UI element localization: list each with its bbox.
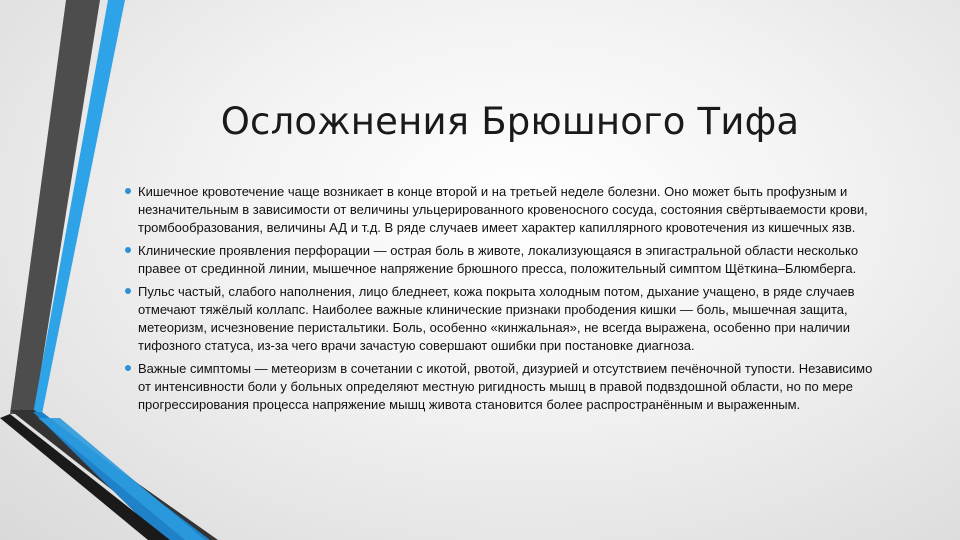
black-diagonal-edge xyxy=(0,414,170,540)
bullet-dot-icon xyxy=(125,365,131,371)
bullet-dot-icon xyxy=(125,188,131,194)
list-item xyxy=(124,183,884,237)
bullet-dot-icon xyxy=(125,247,131,253)
bullet-dot-icon xyxy=(125,288,131,294)
bullet-text: Важные симптомы — метеоризм в сочетании с икотой, рвотой, дизурией и отсутствием печёночной тупости. Независимо от интенсивности боли у больных определяют местную ригидность мышц в правой подвздошной области, но по мере прогрессирования процесса напряжение мышц живота становится более распространённым и выраженным. xyxy=(138,361,873,412)
bullet-text: Пульс частый, слабого наполнения, лицо бледнеет, кожа покрыта холодным потом, дыхание учащено, в ряде случаев отмечают тяжёлый коллапс. Наиболее важные клинические признаки прободения кишки — боль, мышечная защита, метеоризм, исчезновение перистальтики. Боль, особенно «кинжальная», не всегда выражена, особенно при наличии тифозного статуса, из-за чего врачи зачастую совершают ошибки при постановке диагноза. xyxy=(138,284,855,353)
bullet-text: Кишечное кровотечение чаще возникает в конце второй и на третьей неделе болезни. Оно может быть профузным и незначительным в зависимости от величины ульцерированного кровеносного сосуда, состояния свёртываемости крови, тромбообразования, величины АД и т.д. В ряде случаев имеет характер капиллярного кровотечения из кишечных язв. xyxy=(138,184,868,235)
list-item xyxy=(124,242,884,278)
light-blue-diagonal-stripe xyxy=(38,418,205,540)
list-item xyxy=(124,360,884,414)
bullet-list xyxy=(124,183,884,419)
slide-title: Осложнения Брюшного Тифа xyxy=(220,100,800,143)
list-item xyxy=(124,283,884,355)
bullet-text: Клинические проявления перфорации — острая боль в животе, локализующаяся в эпигастральной области несколько правее от срединной линии, мышечное напряжение брюшного пресса, положительный симптом Щёткина–Блюмберга. xyxy=(138,243,859,276)
dark-vertical-stripe xyxy=(10,0,100,414)
